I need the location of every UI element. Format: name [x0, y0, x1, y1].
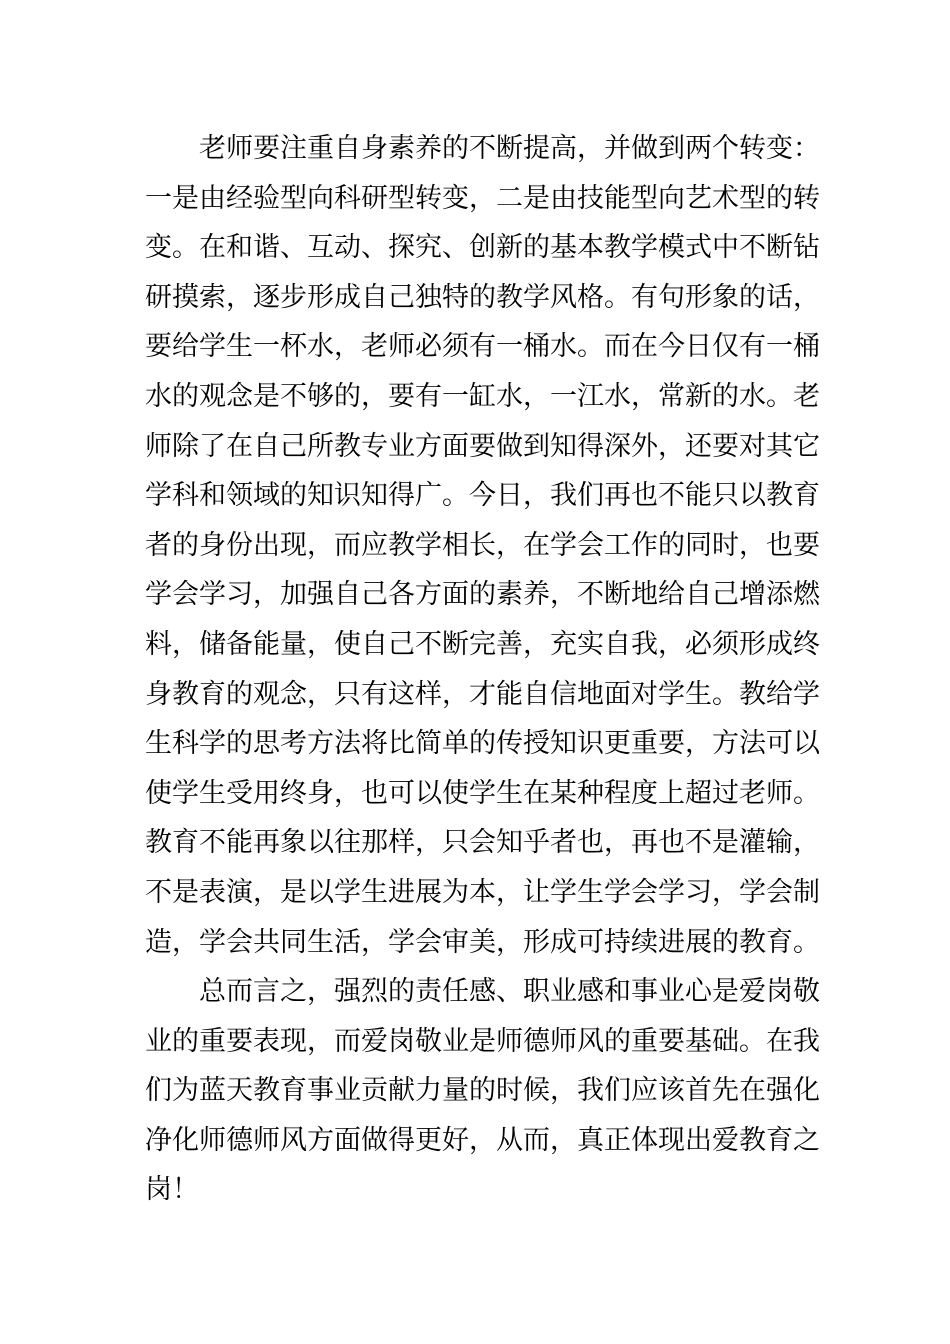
- text-line: 生科学的思考方法将比简单的传授知识更重要，方法可以: [145, 728, 820, 760]
- document-body: [145, 124, 820, 1215]
- text-line: 们为蓝天教育事业贡献力量的时候，我们应该首先在强化: [145, 1075, 820, 1107]
- text-line: 业的重要表现，而爱岗敬业是师德师风的重要基础。在我: [145, 1025, 820, 1057]
- text-line: 学科和领域的知识知得广。今日，我们再也不能只以教育: [145, 480, 820, 512]
- text-line: 使学生受用终身，也可以使学生在某种程度上超过老师。: [145, 777, 820, 809]
- text-line: 造，学会共同生活，学会审美，形成可持续进展的教育。: [145, 926, 820, 958]
- text-line: 身教育的观念，只有这样，才能自信地面对学生。教给学: [145, 678, 820, 710]
- text-line: 岗！: [145, 1174, 199, 1206]
- text-line: 一是由经验型向科研型转变，二是由技能型向艺术型的转: [145, 182, 820, 214]
- text-line: 净化师德师风方面做得更好，从而，真正体现出爱教育之: [145, 1124, 820, 1156]
- text-line: 料，储备能量，使自己不断完善，充实自我，必须形成终: [145, 628, 820, 660]
- paragraph-2: [145, 967, 820, 1215]
- text-line: 不是表演，是以学生进展为本，让学生学会学习，学会制: [145, 876, 820, 908]
- text-line: 者的身份出现，而应教学相长，在学会工作的同时，也要: [145, 529, 820, 561]
- text-line: 水的观念是不够的，要有一缸水，一江水，常新的水。老: [145, 380, 820, 412]
- text-line: 变。在和谐、互动、探究、创新的基本教学模式中不断钻: [145, 232, 820, 264]
- text-line: 研摸索，逐步形成自己独特的教学风格。有句形象的话，: [145, 281, 820, 313]
- text-line: 教育不能再象以往那样，只会知乎者也，再也不是灌输，: [145, 827, 820, 859]
- text-line: 要给学生一杯水，老师必须有一桶水。而在今日仅有一桶: [145, 331, 820, 363]
- text-line: 师除了在自己所教专业方面要做到知得深外，还要对其它: [145, 430, 820, 462]
- text-line: 老师要注重自身素养的不断提高，并做到两个转变：: [199, 133, 820, 164]
- text-line: 学会学习，加强自己各方面的素养，不断地给自己增添燃: [145, 579, 820, 611]
- text-line: 总而言之，强烈的责任感、职业感和事业心是爱岗敬: [199, 976, 820, 1008]
- paragraph-1: [145, 124, 820, 967]
